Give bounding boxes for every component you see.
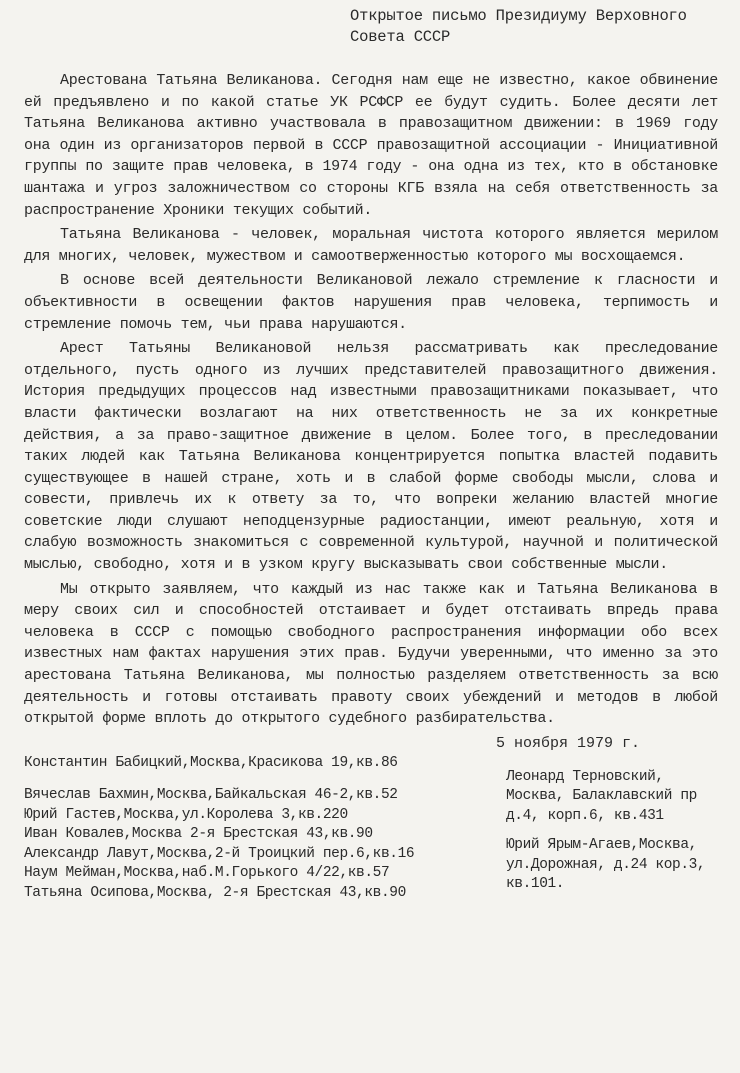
signature-line: Вячеслав Бахмин,Москва,Байкальская 46-2,кв.52 <box>24 787 398 804</box>
signature-line: д.4, корп.6, кв.431 <box>506 807 664 824</box>
signature-line: Москва, Балаклавский пр <box>506 788 697 805</box>
signature-line: Татьяна Осипова,Москва, 2-я Брестская 43,кв.90 <box>24 884 406 901</box>
signature-block <box>506 836 740 895</box>
signature-line: ул.Дорожная, д.24 кор.3, <box>506 856 706 873</box>
signatures-left <box>24 754 504 904</box>
letter-heading: Открытое письмо Президиуму Верховного Совета СССР <box>350 7 687 46</box>
signatures <box>24 754 718 954</box>
signature-line: Юрий Гастев,Москва,ул.Королева 3,кв.220 <box>24 806 348 823</box>
signature-line: Наум Мейман,Москва,наб.М.Горького 4/22,кв.57 <box>24 865 390 882</box>
signature-block <box>506 768 740 827</box>
signature-line: кв.101. <box>506 876 565 893</box>
letter-date: 5 ноября 1979 г. <box>496 734 641 752</box>
signature-line: Александр Лавут,Москва,2-й Троицкий пер.6,кв.16 <box>24 845 415 862</box>
signature-line: Константин Бабицкий,Москва,Красикова 19,кв.86 <box>24 754 398 771</box>
signatures-right <box>506 768 740 905</box>
paragraph: Арест Татьяны Великановой нельзя рассматривать как преследование отдельного, пусть одного из лучших представителей правозащитного движения. История предыдущих процессов над известными правозащитниками показывает, что власти фактически возлагают на них ответственность не за их конкретные действия, а за право-защитное движение в целом. Более того, в преследовании таких людей как Татьяна Великанова концентрируется попытка властей подавить существующее в нашей стране, хоть и в слабой форме свободы мысли, слова и совести, привлечь их к ответу за то, что вопреки желанию властей многие советские люди слушают неподцензурные радиостанции, имеют реальную, хотя и слабую возможность знакомиться с современной культурой, научной и политической мыслью, свободно, хотя и в узком кругу высказывать свои собственные мысли. <box>24 340 718 574</box>
signature-line: Иван Ковалев,Москва 2-я Брестская 43,кв.90 <box>24 826 373 843</box>
signature-line: Юрий Ярым-Агаев,Москва, <box>506 837 697 854</box>
paragraph: Татьяна Великанова - человек, моральная чистота которого является мерилом для многих, человек, мужеством и самоотверженностью которого мы восхощаемся. <box>24 226 718 265</box>
signature-line: Леонард Терновский, <box>506 768 664 785</box>
paragraph: В основе всей деятельности Великановой лежало стремление к гласности и объективности в освещении фактов нарушения прав человека, терпимость и стремление помочь тем, чьи права нарушаются. <box>24 272 718 333</box>
letter-body <box>24 70 718 730</box>
paragraph: Арестована Татьяна Великанова. Сегодня нам еще не известно, какое обвинение ей предъявлено и по какой статье УК РСФСР ее будут судить. Более десяти лет Татьяна Великанова активно участвовала в правозащитном движении: в 1969 году она один из организаторов первой в СССР правозащитной ассоциации - Инициативной группы по защите прав человека, в 1974 году - она одна из тех, кто в обстановке шантажа и угроз заложничеством со стороны КГБ взяла на себя ответственность за распространение Хроники текущих событий. <box>24 72 718 219</box>
paragraph: Мы открыто заявляем, что каждый из нас также как и Татьяна Великанова в меру своих сил и способностей отстаивает и будет отстаивать впредь права человека в СССР с помощью свободного распространения информации обо всех известных нам фактах нарушения этих прав. Будучи уверенными, что именно за это арестована Татьяна Великанова, мы полностью разделяем ответственность за всю деятельность и готовы отстаивать правоту своих убеждений и методов в любой открытой форме вплоть до открытого судебного разбирательства. <box>24 580 718 728</box>
